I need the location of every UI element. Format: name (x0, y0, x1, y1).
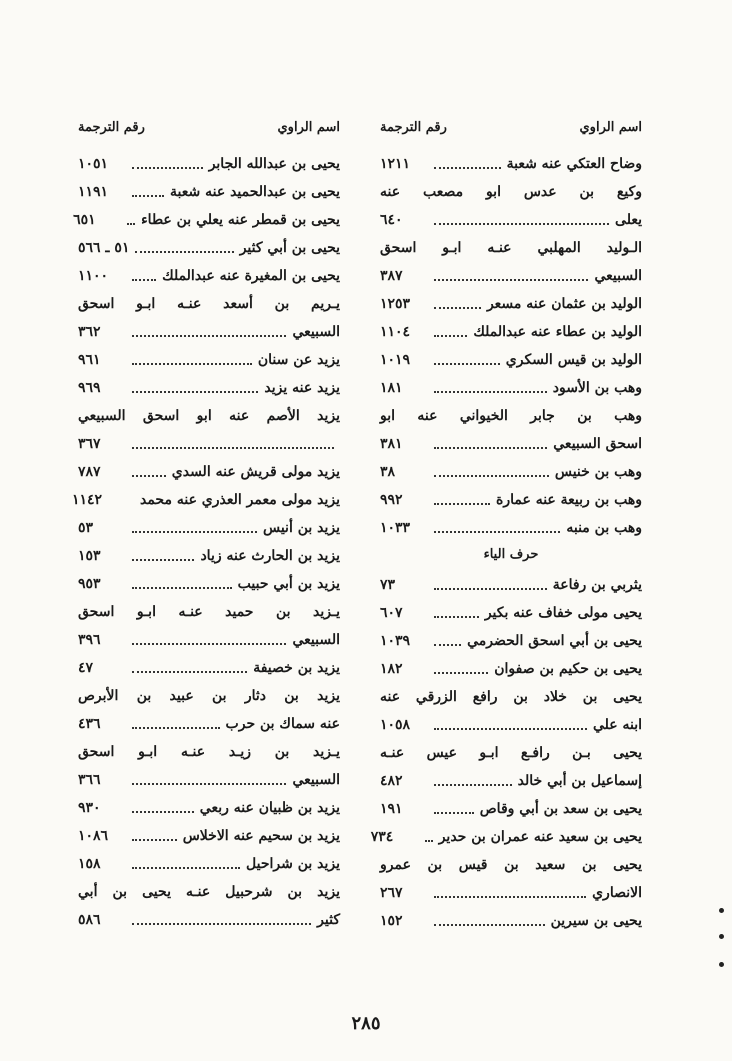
narrator-name: الوليد بن قيس السكري (505, 352, 642, 368)
header-narrator-name: اسم الراوي (277, 119, 340, 135)
index-entry (380, 491, 642, 509)
entry-name-line: يزيد بن شرحبيل عنـه يحيى بن أبي (78, 884, 340, 900)
index-entry (380, 379, 642, 397)
narrator-name: يعلى (615, 212, 642, 228)
narrator-name: يزيد بن أنيس (262, 520, 340, 536)
narrator-name: ابنه علي (592, 717, 642, 733)
entry-number: ١٠١٩ (380, 352, 411, 368)
narrator-name: يحيى بن سعيد عنه عمران بن حدير (438, 829, 642, 845)
index-entry (380, 155, 642, 173)
index-entry (78, 323, 340, 341)
index-entry (78, 267, 340, 285)
dot-leader (132, 167, 203, 169)
narrator-name: يحيى بن أبي اسحق الحضرمي (467, 633, 642, 649)
narrator-name: يحيى بن حكيم بن صفوان (494, 661, 642, 677)
dot-leader (132, 475, 166, 477)
entry-number: ١٥٢ (380, 913, 403, 929)
dot-leader (434, 728, 587, 730)
index-entry (380, 351, 642, 369)
index-entry (78, 519, 340, 537)
dot-leader (132, 559, 194, 561)
index-entry (78, 547, 340, 565)
entry-number: ١١٠٠ (78, 268, 109, 284)
index-entry (78, 631, 340, 649)
index-entry (78, 351, 340, 369)
narrator-name: اسحق السبيعي (553, 436, 642, 452)
entry-number: ٦٥١ (73, 212, 96, 228)
entry-name-line: الـوليد المهلبي عنـه ابـو اسحق (380, 240, 642, 256)
narrator-name: السبيعي (292, 772, 340, 788)
entry-name-line: يـزيد بن زيـد عنـه ابـو اسحق (78, 744, 340, 760)
narrator-name: يزيد عن سنان (257, 352, 340, 368)
dot-leader (127, 223, 135, 225)
entry-number: ١٢٥٣ (380, 296, 411, 312)
index-entry (380, 632, 642, 650)
narrator-name: يزيد بن ظبيان عنه ربعي (199, 800, 340, 816)
dot-leader (132, 727, 220, 729)
dot-leader (132, 587, 232, 589)
narrator-name: يزيد عنه يزيد (264, 380, 340, 396)
entry-number: ١٠٥١ (78, 156, 109, 172)
narrator-name: إسماعيل بن أبي خالد (517, 773, 642, 789)
entry-number: ٦٠٧ (380, 605, 403, 621)
narrator-name: كثير (317, 912, 340, 928)
entry-number: ١٠٥٨ (380, 717, 411, 733)
narrator-name: يحيى بن أبي كثير (239, 240, 340, 256)
index-entry (380, 211, 642, 229)
entry-number: ٤٨٢ (380, 773, 403, 789)
narrator-name: يزيد بن خصيفة (253, 660, 340, 676)
narrator-name: السبيعي (292, 324, 340, 340)
index-entry (78, 771, 340, 789)
dot-leader (434, 644, 461, 646)
entry-number: ٥١ ـ ٥٦٦ (78, 240, 130, 256)
entry-number: ١١٩١ (78, 184, 109, 200)
narrator-name: يحيى بن سيرين (550, 913, 642, 929)
entry-number: ١٥٣ (78, 548, 101, 564)
dot-leader (434, 784, 512, 786)
header-entry-number: رقم الترجمة (380, 119, 447, 135)
dot-leader (132, 335, 286, 337)
dot-leader (434, 531, 560, 533)
narrator-name: يزيد بن أبي حبيب (237, 576, 340, 592)
narrator-name: السبيعي (292, 632, 340, 648)
dot-leader (132, 839, 177, 841)
entry-name-line: وكيع بن عدس ابو مصعب عنه (380, 184, 642, 200)
dot-leader (132, 923, 311, 925)
entry-number: ١٠٨٦ (78, 828, 109, 844)
left-column-header (78, 116, 340, 138)
dot-leader (434, 279, 588, 281)
entry-number: ١١٤٢ (71, 492, 103, 508)
section-heading: حرف الياء (483, 547, 539, 562)
entry-number: ٤٧ (78, 660, 94, 676)
entry-number: ٣٦٧ (78, 436, 101, 452)
entry-name-line: يحيى بن خلاد بن رافع الزرقي عنه (380, 689, 642, 705)
dot-leader (135, 251, 233, 253)
index-entry (370, 828, 642, 846)
entry-number: ١٨٢ (380, 661, 403, 677)
entry-number: ٣٦٦ (78, 772, 101, 788)
right-column-header (380, 116, 642, 138)
narrator-name: الوليد بن عطاء عنه عبدالملك (473, 324, 642, 340)
dot-leader (132, 531, 257, 533)
index-entry (380, 267, 642, 285)
index-entry (78, 435, 340, 453)
entry-number: ١٩١ (380, 801, 403, 817)
dot-leader (132, 671, 247, 673)
entry-number: ٤٣٦ (78, 716, 101, 732)
dot-leader (434, 307, 481, 309)
narrator-name: يحيى بن سعد بن أبي وقاص (479, 801, 642, 817)
index-entry (78, 827, 340, 845)
narrator-name: يحيى بن عبدالحميد عنه شعبة (170, 184, 340, 200)
narrator-name: يزيد بن شراحيل (246, 856, 340, 872)
narrator-name: وهب بن منبه (566, 520, 642, 536)
entry-number: ١٨١ (380, 380, 403, 396)
dot-leader (132, 363, 252, 365)
index-entry (78, 659, 340, 677)
entry-name-line: يـريم بن أسعد عنـه ابـو اسحق (78, 296, 340, 312)
index-entry (380, 772, 642, 790)
dot-leader (132, 867, 240, 869)
index-entry (380, 295, 642, 313)
dot-leader (434, 896, 586, 898)
margin-mark (719, 908, 724, 913)
entry-number: ٣٨ (380, 464, 396, 480)
entry-name-line: يـزيد بن حميد عنـه ابـو اسحق (78, 604, 340, 620)
narrator-name: الوليد بن عثمان عنه مسعر (486, 296, 642, 312)
narrator-name: يزيد مولى معمر العذري عنه محمد (139, 492, 340, 508)
narrator-name: يزيد بن سحيم عنه الاخلاس (182, 828, 340, 844)
margin-mark (719, 934, 724, 939)
index-entry (78, 183, 340, 201)
narrator-name: الانصاري (592, 885, 642, 901)
dot-leader (132, 279, 156, 281)
entry-number: ٥٣ (78, 520, 94, 536)
narrator-name: السبيعي (594, 268, 642, 284)
entry-number: ١٢١١ (380, 156, 411, 172)
dot-leader (434, 616, 479, 618)
dot-leader (132, 811, 194, 813)
index-entry (78, 155, 340, 173)
dot-leader (434, 475, 549, 477)
narrator-name: وهب بن الأسود (552, 380, 642, 396)
dot-leader (434, 672, 488, 674)
entry-number: ٢٦٧ (380, 885, 403, 901)
dot-leader (434, 503, 490, 505)
dot-leader (434, 167, 501, 169)
narrator-name: يحيى مولى خفاف عنه بكير (484, 605, 642, 621)
dot-leader (132, 643, 286, 645)
index-entry (380, 716, 642, 734)
dot-leader (434, 588, 547, 590)
entry-number: ١٠٣٩ (380, 633, 411, 649)
dot-leader (434, 447, 547, 449)
left-column-index (71, 155, 340, 939)
index-entry (380, 435, 642, 453)
dot-leader (132, 195, 164, 197)
entry-number: ٧٨٧ (78, 464, 101, 480)
entry-name-line: وهب بن جابر الخيواني عنه ابو (380, 408, 642, 424)
narrator-name: يزيد مولى قريش عنه السدي (171, 464, 340, 480)
narrator-name: يحيى بن قمطر عنه يعلي بن عطاء (141, 212, 340, 228)
narrator-name: يحيى بن عبدالله الجابر (208, 156, 340, 172)
entry-number: ١١٠٤ (380, 324, 411, 340)
index-entry (73, 211, 340, 229)
entry-number: ٥٨٦ (78, 912, 101, 928)
index-entry (380, 884, 642, 902)
entry-number: ٩٥٣ (78, 576, 101, 592)
entry-number: ٣٨١ (380, 436, 403, 452)
index-entry (78, 799, 340, 817)
entry-name-line: يحيى بـن رافـع ابـو عيس عنـه (380, 745, 642, 761)
entry-number: ١٠٣٣ (380, 520, 411, 536)
index-entry (78, 575, 340, 593)
narrator-name: وهب بن خنيس (554, 464, 642, 480)
narrator-name: وهب بن ربيعة عنه عمارة (496, 492, 642, 508)
dot-leader (132, 447, 334, 449)
entry-number: ٣٦٢ (78, 324, 101, 340)
index-entry (380, 912, 642, 930)
dot-leader (434, 924, 545, 926)
narrator-name: يحيى بن المغيرة عنه عبدالملك (162, 268, 340, 284)
entry-number: ٩٩٢ (380, 492, 403, 508)
margin-mark (719, 962, 724, 967)
index-entry (78, 463, 340, 481)
dot-leader (434, 812, 474, 814)
narrator-name: عنه سماك بن حرب (225, 716, 340, 732)
entry-name-line: يزيد الأصم عنه ابو اسحق السبيعي (78, 408, 340, 424)
header-narrator-name: اسم الراوي (579, 119, 642, 135)
entry-number: ٦٤٠ (380, 212, 403, 228)
dot-leader (434, 391, 547, 393)
index-entry (78, 911, 340, 929)
index-entry (380, 604, 642, 622)
index-entry (380, 463, 642, 481)
dot-leader (434, 335, 467, 337)
index-entry (380, 323, 642, 341)
index-entry (78, 715, 340, 733)
entry-name-line: يحيى بن سعيد بن قيس بن عمرو (380, 857, 642, 873)
index-entry (71, 491, 340, 509)
entry-name-line: يزيد بن دثار بن عبيد بن الأبرص (78, 688, 340, 704)
index-entry (380, 519, 642, 537)
right-column-index (370, 155, 642, 940)
entry-number: ٩٣٠ (78, 800, 101, 816)
index-entry (380, 576, 642, 594)
entry-number: ٣٨٧ (380, 268, 403, 284)
dot-leader (425, 840, 433, 842)
dot-leader (132, 391, 258, 393)
narrator-name: وضاح العتكي عنه شعبة (506, 156, 642, 172)
dot-leader (434, 223, 609, 225)
entry-number: ٣٩٦ (78, 632, 101, 648)
entry-number: ١٥٨ (78, 856, 101, 872)
index-entry (78, 239, 340, 257)
index-entry (78, 855, 340, 873)
narrator-name: يثربي بن رفاعة (552, 577, 642, 593)
entry-number: ٧٣٤ (370, 829, 394, 845)
index-entry (380, 800, 642, 818)
header-entry-number: رقم الترجمة (78, 119, 145, 135)
entry-number: ٧٣ (380, 577, 396, 593)
entry-number: ٩٦٩ (78, 380, 101, 396)
dot-leader (132, 783, 286, 785)
page-number: ٢٨٥ (351, 1013, 381, 1034)
narrator-name: يزيد بن الحارث عنه زياد (200, 548, 340, 564)
index-entry (78, 379, 340, 397)
index-entry (380, 660, 642, 678)
entry-number: ٩٦١ (78, 352, 101, 368)
dot-leader (434, 363, 500, 365)
